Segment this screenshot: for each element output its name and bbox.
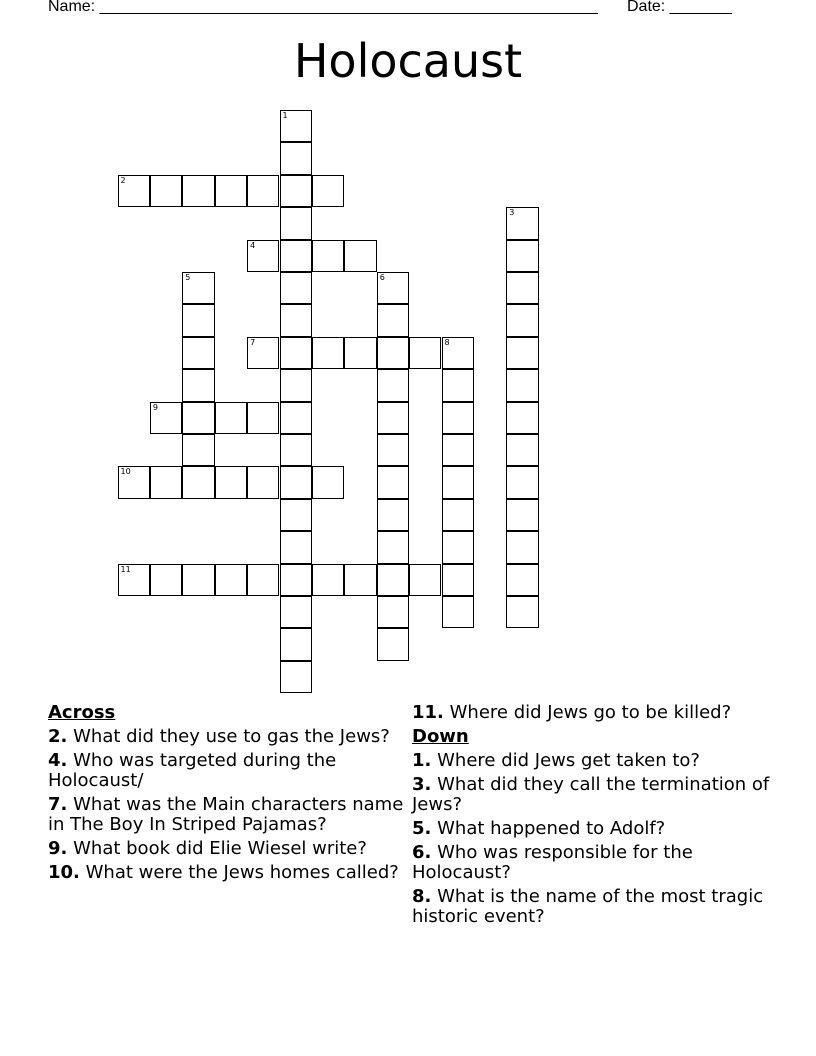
grid-cell[interactable] (182, 369, 214, 401)
grid-cell[interactable] (280, 369, 312, 401)
grid-cell[interactable] (442, 369, 474, 401)
grid-cell[interactable] (280, 434, 312, 466)
grid-cell[interactable] (506, 402, 538, 434)
grid-cell[interactable] (280, 661, 312, 693)
grid-cell[interactable] (506, 304, 538, 336)
grid-cell[interactable] (506, 596, 538, 628)
grid-cell[interactable] (215, 402, 247, 434)
grid-cell[interactable] (409, 564, 441, 596)
grid-cell[interactable] (377, 499, 409, 531)
clue-text: Who was targeted during the Holocaust/ (48, 750, 337, 791)
date-field[interactable]: Date: _______ (627, 0, 732, 15)
grid-cell[interactable] (442, 596, 474, 628)
grid-cell[interactable] (150, 175, 182, 207)
clue-text: What did they use to gas the Jews? (73, 726, 390, 747)
cell-number: 10 (120, 467, 131, 477)
cell-number: 6 (379, 273, 385, 282)
grid-cell[interactable] (442, 531, 474, 563)
clue-down-3 (412, 775, 772, 815)
clues-column-right (412, 703, 772, 931)
grid-cell[interactable] (344, 564, 376, 596)
grid-cell[interactable] (344, 240, 376, 272)
cell-number: 8 (444, 337, 450, 347)
cell-number: 5 (185, 273, 191, 282)
grid-cell[interactable] (150, 564, 182, 596)
clue-text: What was the Main characters name in The Boy In Striped Pajamas? (48, 794, 404, 835)
grid-cell[interactable] (247, 466, 279, 498)
clue-across-7 (48, 795, 408, 835)
grid-cell[interactable] (182, 564, 214, 596)
grid-cell[interactable] (247, 564, 279, 596)
cell-number: 11 (120, 564, 131, 574)
grid-cell[interactable] (150, 402, 182, 434)
grid-cell[interactable] (506, 369, 538, 401)
grid-cell[interactable] (182, 337, 214, 369)
clue-down-1 (412, 751, 772, 771)
grid-cell[interactable] (377, 402, 409, 434)
grid-cell[interactable] (377, 596, 409, 628)
grid-cell[interactable] (118, 466, 150, 498)
grid-cell[interactable] (215, 466, 247, 498)
grid-cell[interactable] (280, 402, 312, 434)
cell-number: 7 (250, 337, 256, 347)
grid-cell[interactable] (280, 272, 312, 304)
grid-cell[interactable] (312, 240, 344, 272)
grid-cell[interactable] (280, 337, 312, 369)
grid-cell[interactable] (377, 369, 409, 401)
grid-cell[interactable] (377, 628, 409, 660)
cell-number: 2 (120, 175, 126, 185)
grid-cell[interactable] (506, 337, 538, 369)
clue-number: 2. (48, 726, 68, 747)
clue-number: 6. (412, 842, 432, 863)
grid-cell[interactable] (506, 272, 538, 304)
grid-cell[interactable] (280, 175, 312, 207)
grid-cell[interactable] (312, 175, 344, 207)
clue-number: 9. (48, 838, 68, 859)
grid-cell[interactable] (377, 564, 409, 596)
grid-cell[interactable] (182, 272, 214, 304)
clue-across-2 (48, 727, 408, 747)
grid-cell[interactable] (506, 434, 538, 466)
clue-text: Where did Jews get taken to? (437, 750, 700, 771)
grid-cell[interactable] (215, 175, 247, 207)
grid-cell[interactable] (442, 499, 474, 531)
grid-cell[interactable] (377, 531, 409, 563)
name-field[interactable]: Name: ________________________________________________________ (48, 0, 598, 15)
grid-cell[interactable] (118, 564, 150, 596)
clue-number: 3. (412, 774, 432, 795)
clue-text: Where did Jews go to be killed? (449, 702, 732, 723)
grid-cell[interactable] (215, 564, 247, 596)
grid-cell[interactable] (377, 434, 409, 466)
grid-cell[interactable] (280, 628, 312, 660)
grid-cell[interactable] (247, 402, 279, 434)
down-heading: Down (412, 726, 469, 747)
clue-number: 5. (412, 818, 432, 839)
clue-number: 7. (48, 794, 68, 815)
grid-cell[interactable] (442, 402, 474, 434)
clue-text: What were the Jews homes called? (85, 862, 399, 883)
clue-text: What did they call the termination of Jews? (412, 774, 770, 815)
clue-text: What book did Elie Wiesel write? (73, 838, 367, 859)
grid-cell[interactable] (377, 272, 409, 304)
clue-across-10 (48, 863, 408, 883)
clue-number: 8. (412, 886, 432, 907)
across-heading: Across (48, 702, 116, 723)
clue-text: What happened to Adolf? (437, 818, 666, 839)
grid-cell[interactable] (280, 564, 312, 596)
grid-cell[interactable] (506, 466, 538, 498)
puzzle-title: Holocaust (293, 34, 523, 88)
grid-cell[interactable] (280, 466, 312, 498)
grid-cell[interactable] (280, 596, 312, 628)
clue-text: Who was responsible for the Holocaust? (412, 842, 693, 883)
grid-cell[interactable] (409, 337, 441, 369)
cell-number: 3 (509, 208, 515, 218)
grid-cell[interactable] (377, 466, 409, 498)
grid-cell[interactable] (442, 564, 474, 596)
grid-cell[interactable] (506, 564, 538, 596)
clue-down-6 (412, 843, 772, 883)
grid-cell[interactable] (312, 337, 344, 369)
grid-cell[interactable] (182, 304, 214, 336)
clue-across-11 (412, 703, 772, 723)
grid-cell[interactable] (506, 499, 538, 531)
grid-cell[interactable] (506, 207, 538, 239)
grid-cell[interactable] (247, 175, 279, 207)
grid-cell[interactable] (312, 466, 344, 498)
clue-number: 4. (48, 750, 68, 771)
grid-cell[interactable] (150, 466, 182, 498)
clue-number: 1. (412, 750, 432, 771)
grid-cell[interactable] (442, 466, 474, 498)
grid-cell[interactable] (442, 337, 474, 369)
clue-across-9 (48, 839, 408, 859)
grid-cell[interactable] (506, 240, 538, 272)
clues-column-left (48, 703, 408, 887)
grid-cell[interactable] (506, 531, 538, 563)
clue-down-5 (412, 819, 772, 839)
grid-cell[interactable] (377, 304, 409, 336)
grid-cell[interactable] (182, 175, 214, 207)
grid-cell[interactable] (280, 207, 312, 239)
grid-cell[interactable] (182, 402, 214, 434)
cell-number: 1 (282, 111, 288, 120)
clue-number: 10. (48, 862, 80, 883)
cell-number: 4 (250, 240, 256, 250)
grid-cell[interactable] (280, 499, 312, 531)
grid-cell[interactable] (280, 110, 312, 142)
grid-cell[interactable] (247, 337, 279, 369)
clue-text: What is the name of the most tragic historic event? (412, 886, 764, 927)
grid-cell[interactable] (182, 466, 214, 498)
grid-cell[interactable] (247, 240, 279, 272)
grid-cell[interactable] (312, 564, 344, 596)
grid-cell[interactable] (377, 337, 409, 369)
grid-cell[interactable] (280, 531, 312, 563)
grid-cell[interactable] (280, 142, 312, 174)
grid-cell[interactable] (118, 175, 150, 207)
grid-cell[interactable] (442, 434, 474, 466)
grid-cell[interactable] (280, 240, 312, 272)
clue-down-8 (412, 887, 772, 927)
grid-cell[interactable] (280, 304, 312, 336)
cell-number: 9 (152, 402, 158, 412)
grid-cell[interactable] (344, 337, 376, 369)
grid-cell[interactable] (182, 434, 214, 466)
clue-number: 11. (412, 702, 444, 723)
clue-across-4 (48, 751, 408, 791)
